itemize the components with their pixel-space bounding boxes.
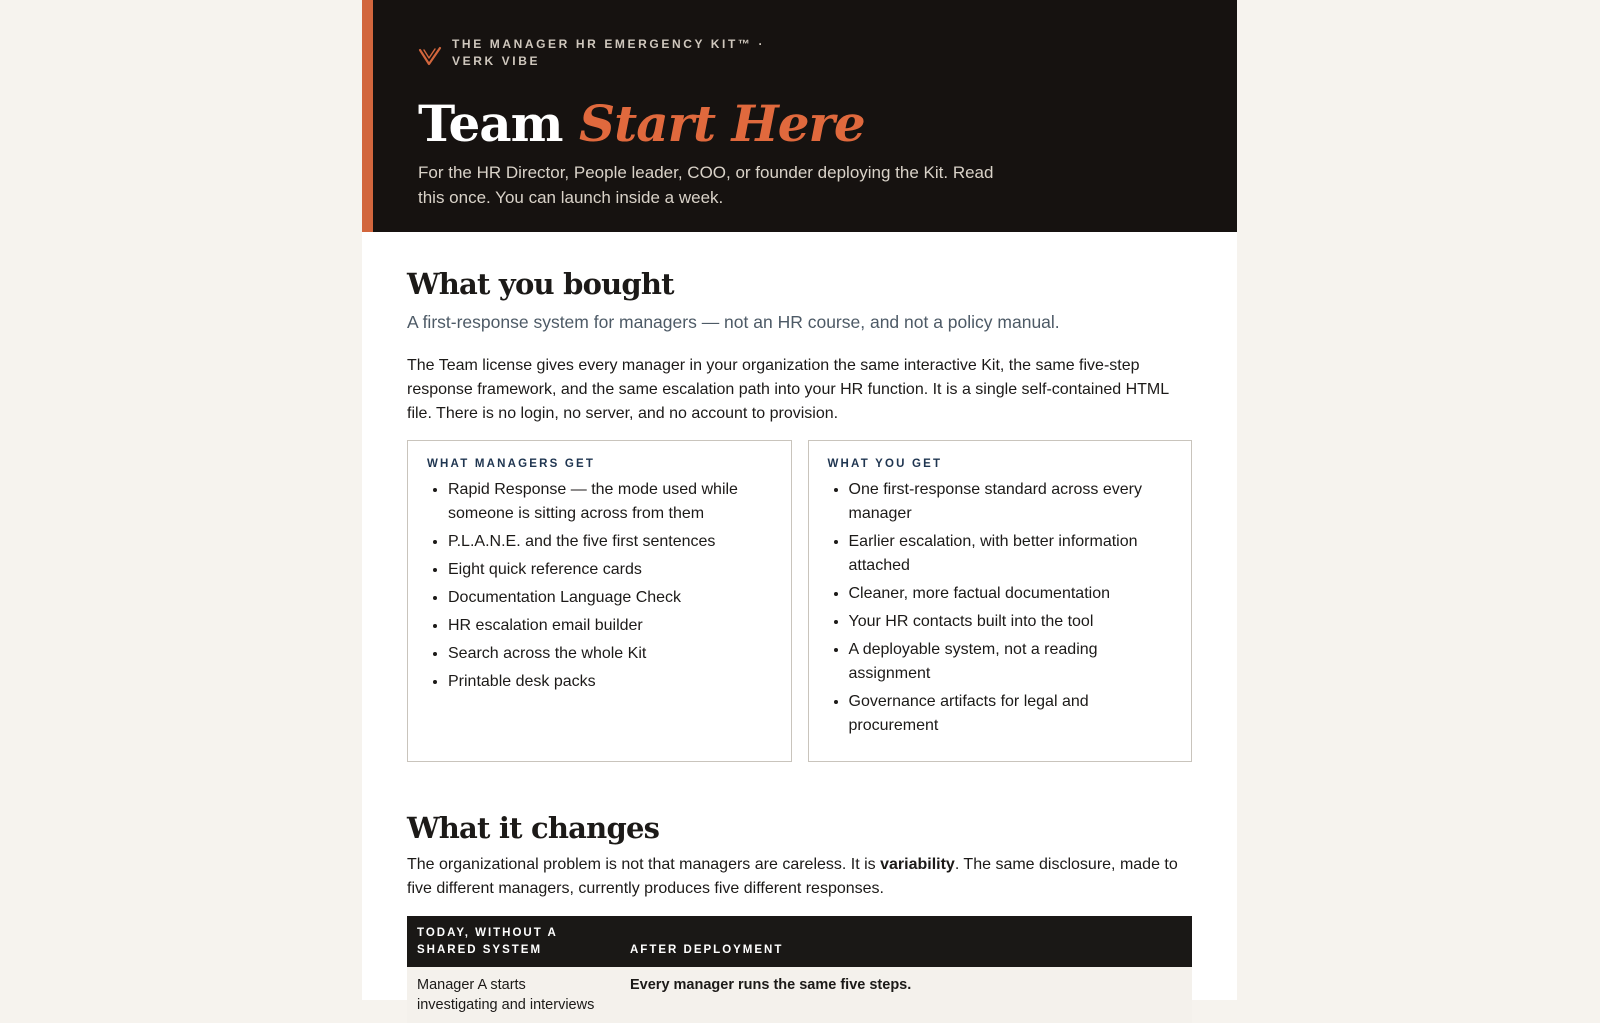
you-card	[808, 440, 1193, 762]
list-item: • HR escalation email builder	[448, 614, 773, 638]
list-item: • A deployable system, not a reading assignment	[849, 638, 1174, 686]
changes-body-end: . The same disclosure, made to five different managers, currently produces five different responses.	[407, 856, 1178, 897]
managers-list	[427, 478, 773, 694]
you-list	[828, 478, 1174, 738]
document-page	[362, 0, 1237, 1013]
column-header-today: TODAY, WITHOUT A SHARED SYSTEM	[407, 916, 620, 967]
list-item: • Your HR contacts built into the tool	[849, 610, 1174, 634]
managers-card	[407, 440, 792, 762]
check-chevron-icon	[418, 44, 442, 68]
comparison-table	[407, 916, 1192, 1023]
main-content	[362, 266, 1237, 1023]
list-item: • Cleaner, more factual documentation	[849, 582, 1174, 606]
page-title	[418, 96, 1237, 152]
list-item: • Governance artifacts for legal and procurement	[849, 690, 1174, 738]
list-item: • Eight quick reference cards	[448, 558, 773, 582]
list-item: • Printable desk packs	[448, 670, 773, 694]
table-cell-today: Manager A starts investigating and interviews	[407, 967, 620, 1023]
list-item: • Earlier escalation, with better information attached	[849, 530, 1174, 578]
section-heading-bought: What you bought	[407, 267, 674, 301]
card-label: WHAT YOU GET	[827, 458, 943, 470]
list-item: • Rapid Response — the mode used while someone is sitting across from them	[448, 478, 773, 526]
feature-cards	[407, 440, 1192, 762]
table-header-row	[407, 916, 1192, 967]
hero-header	[362, 0, 1237, 232]
table-row	[407, 967, 1192, 1023]
list-item: • P.L.A.N.E. and the five first sentences	[448, 530, 773, 554]
list-item: • Documentation Language Check	[448, 586, 773, 610]
section-lede: A first-response system for managers — not an HR course, and not a policy manual.	[407, 312, 1060, 332]
title-plain: Team	[418, 94, 563, 153]
list-item: • Search across the whole Kit	[448, 642, 773, 666]
changes-body-emphasis: variability	[880, 856, 955, 873]
card-label: WHAT MANAGERS GET	[427, 458, 596, 470]
section-body: The Team license gives every manager in your organization the same interactive Kit, the same five-step response framework, and the same escalation path into your HR function. It is a single self-contained HTML file. There is no login, no server, and no account to provision.	[407, 357, 1169, 422]
column-header-after: AFTER DEPLOYMENT	[620, 916, 1192, 967]
changes-body-start: The organizational problem is not that managers are careless. It is	[407, 856, 881, 873]
table-cell-after: Every manager runs the same five steps.	[620, 967, 1192, 1023]
kit-eyebrow: THE MANAGER HR EMERGENCY KIT™ · VERK VIBE	[452, 37, 766, 68]
title-accent: Start Here	[579, 94, 865, 153]
list-item: • One first-response standard across every manager	[849, 478, 1174, 526]
section-heading-changes: What it changes	[407, 811, 660, 845]
changes-body	[407, 853, 1192, 901]
page-subtitle: For the HR Director, People leader, COO, or founder deploying the Kit. Read this once. You can launch inside a week.	[418, 163, 994, 207]
brand-row	[418, 36, 1237, 70]
